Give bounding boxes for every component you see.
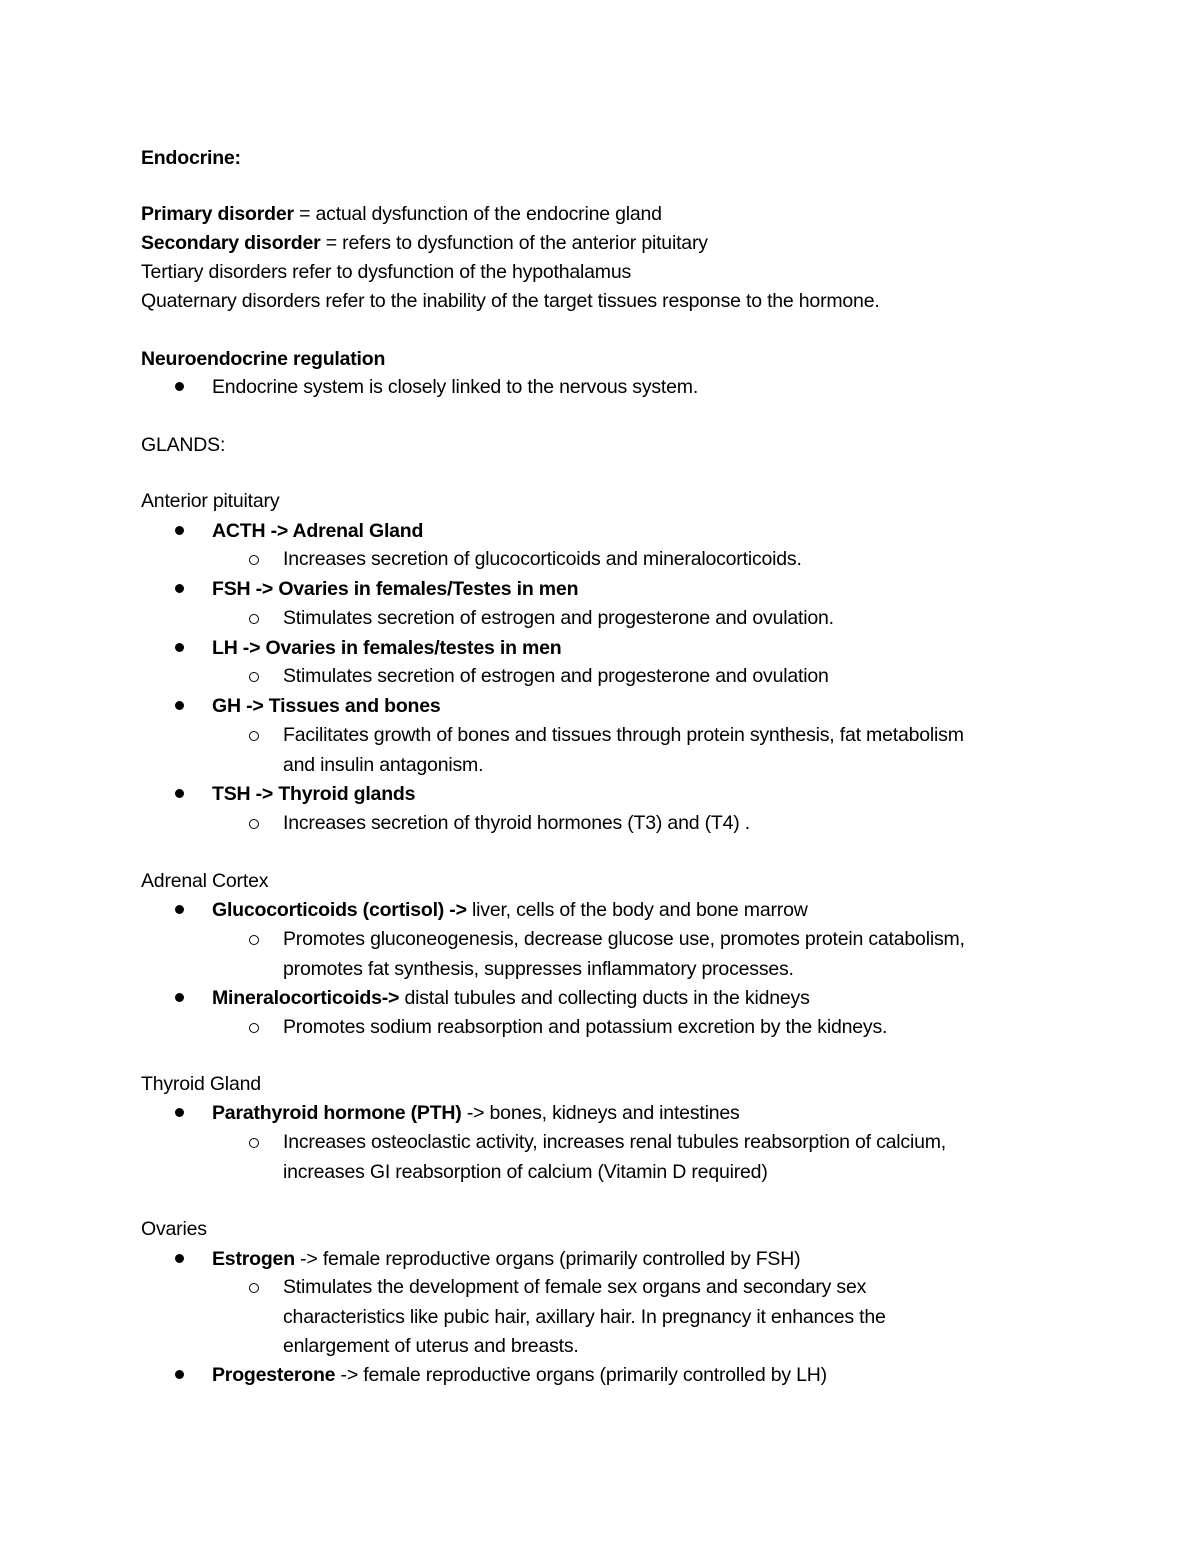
- list-item-detail: Stimulates secretion of estrogen and progesterone and ovulation: [283, 665, 829, 687]
- sub-bullet-icon: [249, 1023, 259, 1033]
- list-item-gh: GH -> Tissues and bones: [212, 695, 441, 717]
- list-item-acth: ACTH -> Adrenal Gland: [212, 520, 424, 542]
- list-item-estrogen: [212, 1247, 800, 1271]
- section-heading-anterior-pituitary: Anterior pituitary: [141, 490, 280, 512]
- sub-bullet-icon: [249, 1138, 259, 1148]
- list-item-glucocorticoids: [212, 898, 808, 922]
- list-item-detail: Increases secretion of glucocorticoids and mineralocorticoids.: [283, 548, 802, 570]
- item-rest: -> female reproductive organs (primarily controlled by LH): [335, 1364, 827, 1386]
- item-rest: liver, cells of the body and bone marrow: [466, 899, 808, 921]
- definition-quaternary: Quaternary disorders refer to the inability of the target tissues response to the hormone.: [141, 290, 880, 312]
- bullet-icon: [175, 701, 184, 710]
- definition-term: Primary disorder: [141, 203, 294, 225]
- list-item-detail: Increases osteoclastic activity, increases renal tubules reabsorption of calcium,: [283, 1131, 947, 1153]
- list-item-progesterone: [212, 1363, 827, 1387]
- list-item: Endocrine system is closely linked to the nervous system.: [212, 376, 699, 398]
- list-item-pth: [212, 1101, 740, 1125]
- list-item-detail: enlargement of uterus and breasts.: [283, 1335, 579, 1357]
- bullet-icon: [175, 1254, 184, 1263]
- definition-text: = refers to dysfunction of the anterior pituitary: [320, 232, 708, 254]
- section-heading-thyroid: Thyroid Gland: [141, 1073, 261, 1095]
- sub-bullet-icon: [249, 555, 259, 565]
- bullet-icon: [175, 789, 184, 798]
- definition-secondary: [141, 231, 708, 255]
- bullet-icon: [175, 1108, 184, 1117]
- list-item-detail: Stimulates secretion of estrogen and progesterone and ovulation.: [283, 607, 834, 629]
- sub-bullet-icon: [249, 672, 259, 682]
- bullet-icon: [175, 1370, 184, 1379]
- sub-bullet-icon: [249, 935, 259, 945]
- bullet-icon: [175, 905, 184, 914]
- item-label: Glucocorticoids (cortisol) ->: [212, 899, 467, 921]
- item-rest: -> female reproductive organs (primarily controlled by FSH): [294, 1248, 801, 1270]
- list-item-detail: increases GI reabsorption of calcium (Vitamin D required): [283, 1161, 768, 1183]
- definition-primary: [141, 202, 662, 226]
- section-heading-ovaries: Ovaries: [141, 1218, 207, 1240]
- list-item-lh: LH -> Ovaries in females/testes in men: [212, 637, 562, 659]
- section-heading-glands: GLANDS:: [141, 434, 226, 456]
- list-item-detail: Facilitates growth of bones and tissues through protein synthesis, fat metabolism: [283, 724, 964, 746]
- sub-bullet-icon: [249, 614, 259, 624]
- list-item-detail: Increases secretion of thyroid hormones (T3) and (T4) .: [283, 812, 750, 834]
- definition-text: = actual dysfunction of the endocrine gland: [293, 203, 662, 225]
- item-label: Progesterone: [212, 1364, 336, 1386]
- list-item-detail: and insulin antagonism.: [283, 754, 484, 776]
- list-item-detail: characteristics like pubic hair, axillary hair. In pregnancy it enhances the: [283, 1306, 886, 1328]
- list-item-detail: promotes fat synthesis, suppresses inflammatory processes.: [283, 958, 794, 980]
- list-item-mineralocorticoids: [212, 986, 810, 1010]
- bullet-icon: [175, 643, 184, 652]
- section-heading-neuroendocrine: Neuroendocrine regulation: [141, 348, 386, 370]
- bullet-icon: [175, 526, 184, 535]
- list-item-detail: Promotes gluconeogenesis, decrease glucose use, promotes protein catabolism,: [283, 928, 965, 950]
- list-item-detail: Promotes sodium reabsorption and potassium excretion by the kidneys.: [283, 1016, 888, 1038]
- definition-term: Secondary disorder: [141, 232, 321, 254]
- list-item-detail: Stimulates the development of female sex organs and secondary sex: [283, 1276, 867, 1298]
- bullet-icon: [175, 584, 184, 593]
- section-heading-adrenal-cortex: Adrenal Cortex: [141, 870, 269, 892]
- definition-tertiary: Tertiary disorders refer to dysfunction of the hypothalamus: [141, 261, 632, 283]
- list-item-tsh: TSH -> Thyroid glands: [212, 783, 416, 805]
- item-label: Mineralocorticoids->: [212, 987, 400, 1009]
- list-item-fsh: FSH -> Ovaries in females/Testes in men: [212, 578, 579, 600]
- bullet-icon: [175, 993, 184, 1002]
- item-rest: -> bones, kidneys and intestines: [461, 1102, 740, 1124]
- sub-bullet-icon: [249, 1283, 259, 1293]
- sub-bullet-icon: [249, 819, 259, 829]
- document-title: Endocrine:: [141, 147, 241, 169]
- sub-bullet-icon: [249, 731, 259, 741]
- item-rest: distal tubules and collecting ducts in the kidneys: [399, 987, 810, 1009]
- bullet-icon: [175, 382, 184, 391]
- item-label: Estrogen: [212, 1248, 295, 1270]
- item-label: Parathyroid hormone (PTH): [212, 1102, 462, 1124]
